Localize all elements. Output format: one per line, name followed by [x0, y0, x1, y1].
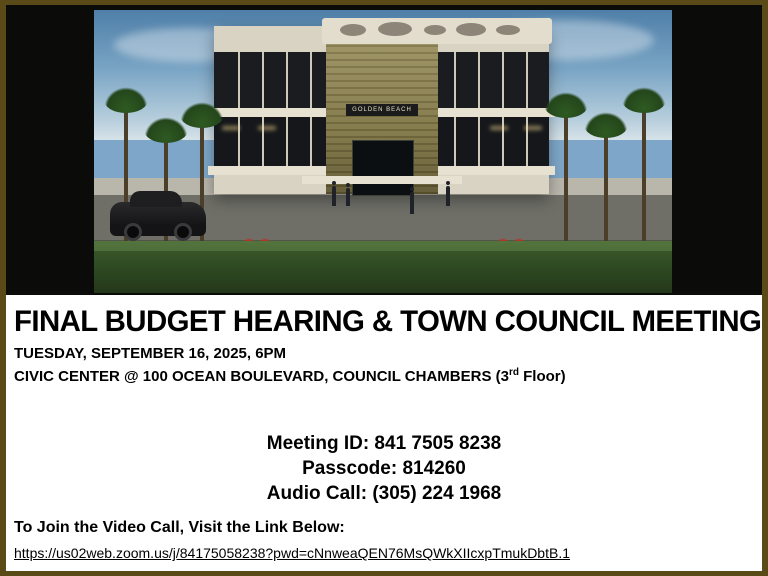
- join-instruction: To Join the Video Call, Visit the Link Below:: [14, 519, 345, 536]
- stone-facade-core: [326, 44, 438, 194]
- light-glow: [258, 126, 276, 130]
- pedestrian: [346, 188, 350, 206]
- audio-call: Audio Call: (305) 224 1968: [266, 483, 502, 504]
- meeting-id: Meeting ID: 841 7505 8238: [266, 433, 502, 454]
- text-panel: [6, 295, 762, 571]
- roof-perforations: [334, 22, 540, 40]
- location-ordinal-suffix: rd: [508, 367, 519, 378]
- pedestrian: [332, 186, 336, 206]
- palm-tree: [564, 108, 568, 253]
- building-sign: GOLDEN BEACH: [346, 104, 418, 116]
- light-glow: [524, 126, 542, 130]
- passcode: Passcode: 814260: [302, 458, 466, 479]
- building-entrance: [352, 140, 414, 196]
- palm-tree: [604, 128, 608, 253]
- light-glow: [222, 126, 240, 130]
- page-title: FINAL BUDGET HEARING & TOWN COUNCIL MEETING: [14, 305, 762, 338]
- entry-canopy: [302, 176, 462, 184]
- palm-tree: [642, 103, 646, 253]
- civic-center-building: [214, 26, 549, 194]
- meeting-details: [6, 431, 762, 506]
- pedestrian: [410, 192, 414, 214]
- location-prefix: CIVIC CENTER @ 100 OCEAN BOULEVARD, COUNCIL CHAMBERS (3: [14, 368, 509, 385]
- location-line: [14, 367, 566, 385]
- zoom-meeting-link[interactable]: https://us02web.zoom.us/j/84175058238?pwd=cNnweaQEN76MsQWkXIIcxpTmukDbtB.1: [14, 545, 571, 561]
- pedestrian: [446, 186, 450, 206]
- parked-car: [110, 202, 206, 236]
- location-suffix: Floor): [518, 368, 566, 385]
- civic-center-rendering: [94, 10, 672, 293]
- light-glow: [490, 126, 508, 130]
- date-line: TUESDAY, SEPTEMBER 16, 2025, 6PM: [14, 345, 287, 362]
- hedge-row: [94, 241, 672, 293]
